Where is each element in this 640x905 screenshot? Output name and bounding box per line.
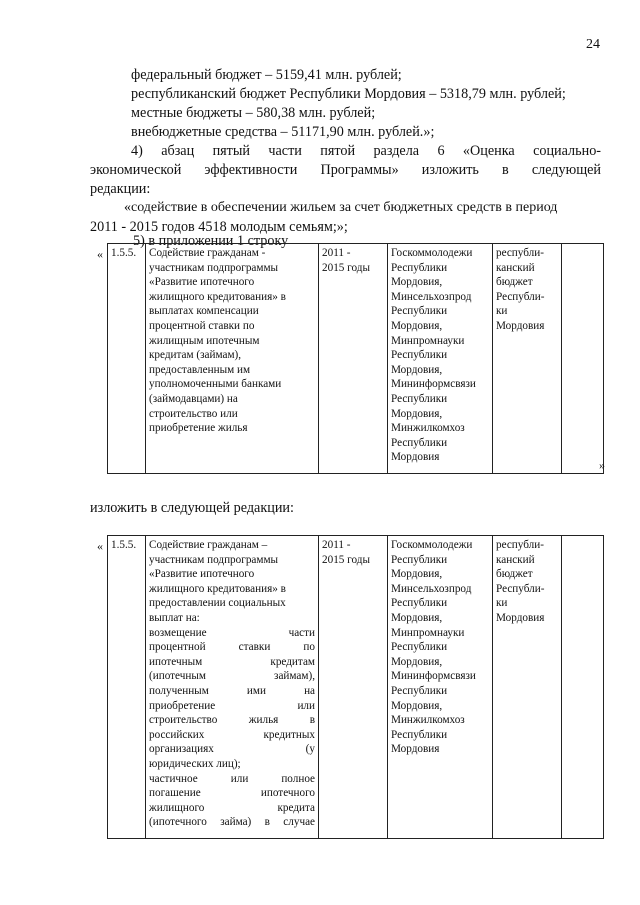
row-executors: Госкоммолодежи Республики Мордовия, Минсельхозпрод Республики Мордовия, Минпромнауки Республики Мордовия, Мининформсвязи Республики Мордовия, Минжилкомхоз Республики Мордовия xyxy=(388,536,493,839)
page-number: 24 xyxy=(586,37,600,52)
row-number: 1.5.5. xyxy=(108,536,146,839)
intro-line-local: местные бюджеты – 580,38 млн. рублей; xyxy=(131,105,376,121)
intro-line-extra: внебюджетные средства – 51171,90 млн. рублей.»; xyxy=(131,124,435,140)
transition-text: изложить в следующей редакции: xyxy=(90,500,294,516)
open-quote-old: « xyxy=(97,247,103,261)
table-row xyxy=(108,244,604,474)
row-funding: республи- канский бюджет Республи- ки Мордовия xyxy=(493,536,562,839)
close-quote-old: » xyxy=(599,458,605,472)
table-row xyxy=(108,536,604,839)
item4-line1: 4) абзац пятый части пятой раздела 6 «Оценка социально- xyxy=(131,143,602,159)
item4-line2: экономической эффективности Программы» изложить в следующей xyxy=(90,162,602,178)
item4-line3: редакции: xyxy=(90,181,151,197)
old-row-table xyxy=(107,243,604,474)
intro-line-republican: республиканский бюджет Республики Мордовия – 5318,79 млн. рублей; xyxy=(131,86,566,102)
row-description: Содействие гражданам – участникам подпрограммы «Развитие ипотечного жилищного кредитования» в предоставлении социальных выплат на: возмещение части процентной ставки по ипотечным кредитам (ипотечным займам), полученным ими на приобретение или строительство жилья в российских кредитных организациях (у юридических лиц); частичное или полное погашение ипотечного жилищного кредита (ипотечного займа) в случае xyxy=(146,536,319,839)
row-funding: республи- канский бюджет Республи- ки Мордовия xyxy=(493,244,562,474)
open-quote-new: « xyxy=(97,539,103,553)
row-period: 2011 - 2015 годы xyxy=(319,244,388,474)
row-blank-cell xyxy=(562,536,604,839)
new-row-table xyxy=(107,535,604,839)
quote-line1: «содействие в обеспечении жильем за счет бюджетных средств в период xyxy=(124,200,558,215)
intro-line-federal: федеральный бюджет – 5159,41 млн. рублей; xyxy=(131,67,402,83)
row-executors: Госкоммолодежи Республики Мордовия, Минсельхозпрод Республики Мордовия, Минпромнауки Республики Мордовия, Мининформсвязи Республики Мордовия, Минжилкомхоз Республики Мордовия xyxy=(388,244,493,474)
quote-line2: 2011 - 2015 годов 4518 молодым семьям;»; xyxy=(90,219,348,235)
row-period: 2011 - 2015 годы xyxy=(319,536,388,839)
row-blank-cell xyxy=(562,244,604,474)
row-description: Содействие гражданам - участникам подпрограммы «Развитие ипотечного жилищного кредитования» в выплатах компенсации процентной ставки по жилищным ипотечным кредитам (займам), предоставленным им уполномоченными банками (займодавцами) на строительство или приобретение жилья xyxy=(146,244,319,474)
row-number: 1.5.5. xyxy=(108,244,146,474)
item5: 5) в приложении 1 строку xyxy=(133,233,289,249)
